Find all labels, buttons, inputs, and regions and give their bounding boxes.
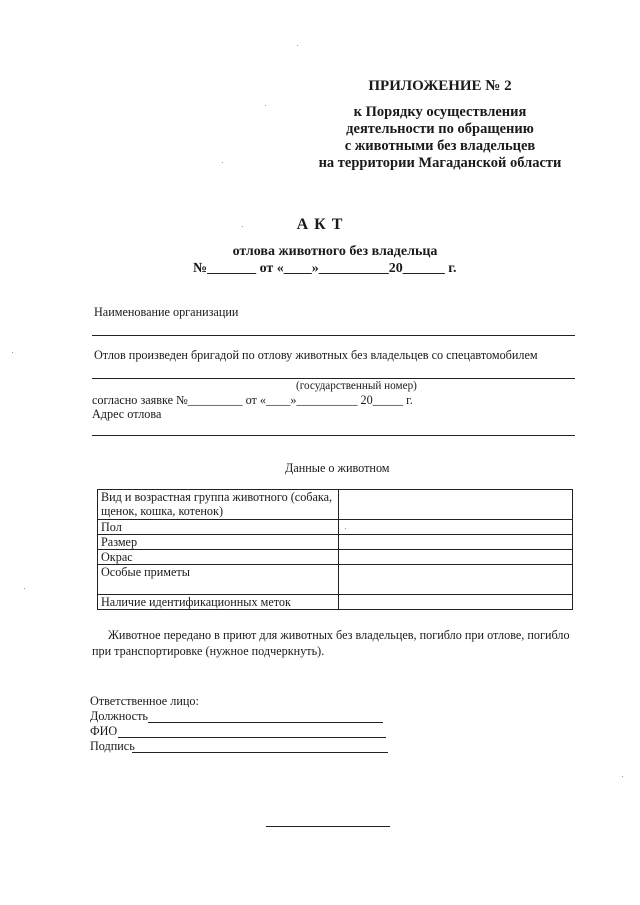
signature-line[interactable] <box>132 752 388 753</box>
scan-speck <box>12 352 13 353</box>
scan-speck <box>622 776 623 777</box>
table-row <box>98 550 573 565</box>
row-label: Размер <box>98 535 339 550</box>
table-row <box>98 565 573 595</box>
responsible-heading: Ответственное лицо: <box>90 694 199 708</box>
row-label: Вид и возрастная группа животного (собака, щенок, кошка, котенок) <box>98 490 339 520</box>
row-value[interactable] <box>339 595 573 610</box>
address-line <box>92 435 575 436</box>
act-subtitle: отлова животного без владельца <box>232 244 438 259</box>
row-label: Пол <box>98 520 339 535</box>
scan-speck <box>345 528 346 529</box>
animal-data-heading: Данные о животном <box>285 461 390 475</box>
outcome-line-1: Животное передано в приют для животных без владельцев, погибло при отлове, погибло <box>108 628 570 642</box>
scan-speck <box>222 162 223 163</box>
row-value[interactable] <box>339 550 573 565</box>
organization-label: Наименование организации <box>94 305 239 319</box>
closing-line <box>266 826 390 827</box>
name-line[interactable] <box>118 737 386 738</box>
outcome-line-2: при транспортировке (нужное подчеркнуть). <box>92 644 325 658</box>
row-value[interactable] <box>339 565 573 595</box>
row-label: Наличие идентификационных меток <box>98 595 339 610</box>
address-label: Адрес отлова <box>92 407 162 421</box>
table-row <box>98 490 573 520</box>
scan-speck <box>24 588 25 589</box>
scan-speck <box>297 45 298 46</box>
table-row <box>98 520 573 535</box>
row-value[interactable] <box>339 520 573 535</box>
row-value[interactable] <box>339 535 573 550</box>
scan-speck <box>265 105 266 106</box>
row-label: Окрас <box>98 550 339 565</box>
row-label: Особые приметы <box>98 565 339 595</box>
animal-data-table <box>97 489 573 610</box>
table-row <box>98 535 573 550</box>
scan-speck <box>242 226 243 227</box>
appendix-line: деятельности по обращению <box>346 121 534 137</box>
plate-caption: (государственный номер) <box>296 380 417 392</box>
position-line[interactable] <box>148 722 383 723</box>
appendix-line: к Порядку осуществления <box>353 104 527 120</box>
table-row <box>98 595 573 610</box>
row-value[interactable] <box>339 490 573 520</box>
name-label: ФИО <box>90 724 118 738</box>
appendix-line: с животными без владельцев <box>344 138 536 154</box>
request-line: согласно заявке №_________ от «____»__________ 20_____ г. <box>92 393 413 407</box>
organization-line <box>92 335 575 336</box>
position-label: Должность <box>90 709 148 723</box>
capture-text: Отлов произведен бригадой по отлову животных без владельцев со спецавтомобилем <box>94 348 538 362</box>
appendix-line: на территории Магаданской области <box>318 155 562 171</box>
act-number-line: №_______ от «____»__________20______ г. <box>193 261 457 276</box>
signature-label: Подпись <box>90 739 135 753</box>
plate-number-line <box>92 378 575 379</box>
appendix-title: ПРИЛОЖЕНИЕ № 2 <box>368 78 512 94</box>
act-title: А К Т <box>296 216 344 233</box>
